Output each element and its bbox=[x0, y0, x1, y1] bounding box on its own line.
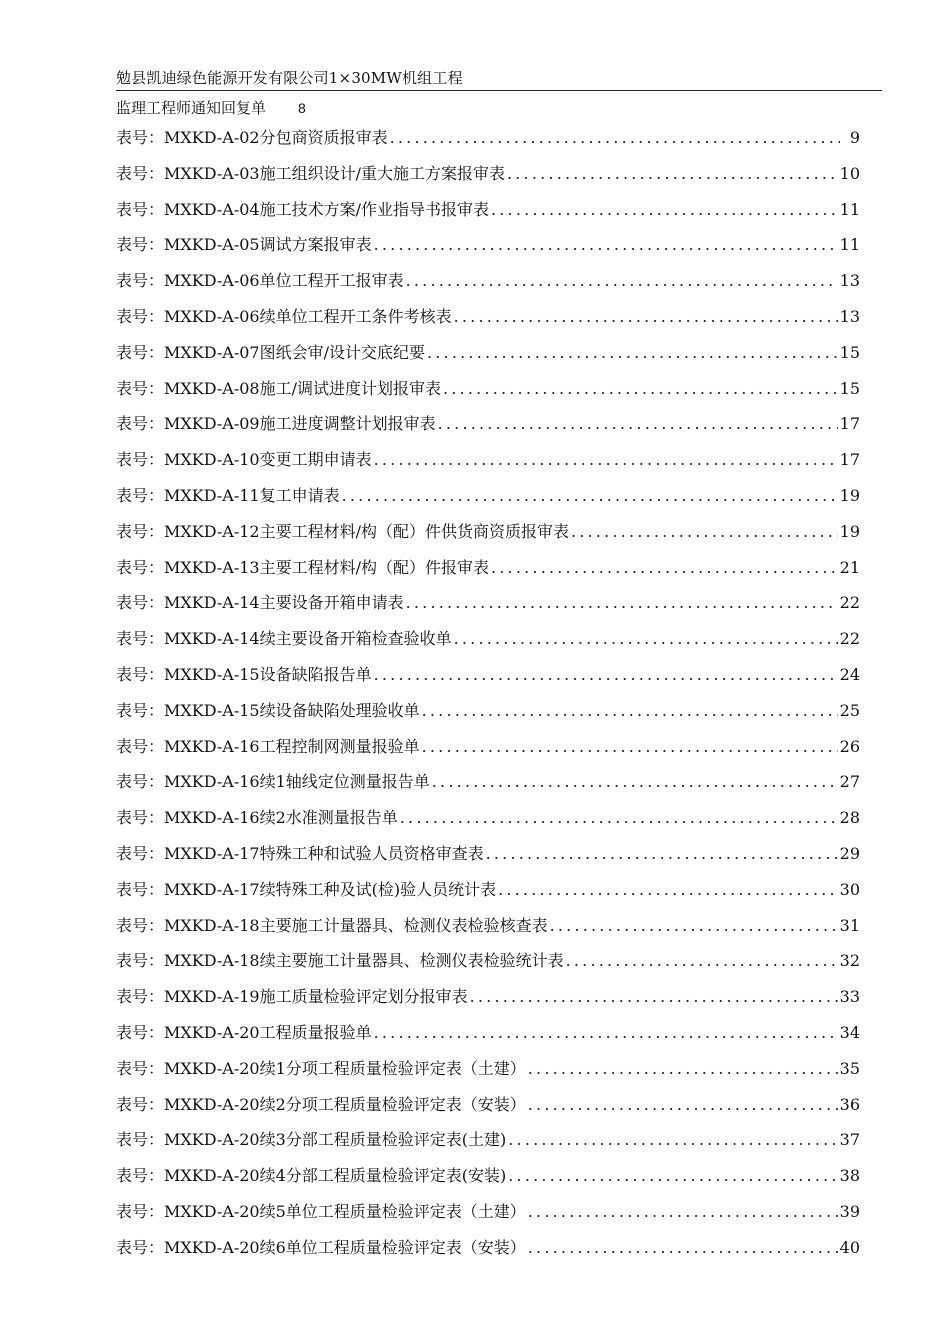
toc-entry-text: 表号：MXKD-A-20工程质量报验单 bbox=[116, 1022, 372, 1042]
toc-entry-text: 表号：MXKD-A-06单位工程开工报审表 bbox=[116, 271, 404, 291]
toc-entry-page: 8 bbox=[298, 100, 306, 116]
toc-entry-text: 表号：MXKD-A-16工程控制网测量报验单 bbox=[116, 736, 420, 756]
toc-entry-text: 表号：MXKD-A-20续5单位工程质量检验评定表（土建） bbox=[116, 1201, 526, 1221]
toc-entry[interactable] bbox=[116, 442, 860, 478]
toc-entry-text: 表号：MXKD-A-16续2水准测量报告单 bbox=[116, 808, 398, 828]
toc-entry[interactable] bbox=[116, 657, 860, 693]
toc-dot-leader bbox=[443, 371, 838, 407]
header-title: 勉县凯迪绿色能源开发有限公司1×30MW机组工程 bbox=[116, 69, 463, 87]
table-of-contents bbox=[116, 120, 860, 1266]
toc-entry-page: 32 bbox=[839, 951, 860, 971]
toc-dot-leader bbox=[528, 1051, 838, 1087]
toc-entry[interactable] bbox=[116, 943, 860, 979]
toc-entry-page: 24 bbox=[839, 664, 860, 684]
toc-dot-leader bbox=[454, 299, 838, 335]
toc-dot-leader bbox=[390, 120, 840, 156]
toc-entry[interactable] bbox=[116, 371, 860, 407]
toc-entry[interactable] bbox=[116, 263, 860, 299]
toc-entry-text: 表号：MXKD-A-16续1轴线定位测量报告单 bbox=[116, 772, 430, 792]
toc-entry-page: 33 bbox=[839, 987, 860, 1007]
toc-entry-page: 11 bbox=[839, 235, 860, 255]
toc-entry[interactable] bbox=[116, 872, 860, 908]
toc-entry-page: 28 bbox=[839, 808, 860, 828]
toc-entry-text: 表号：MXKD-A-15设备缺陷报告单 bbox=[116, 664, 372, 684]
toc-entry-text: 表号：MXKD-A-20续1分项工程质量检验评定表（土建） bbox=[116, 1058, 526, 1078]
toc-entry[interactable] bbox=[116, 764, 860, 800]
toc-entry-page: 15 bbox=[839, 378, 860, 398]
toc-dot-leader bbox=[470, 979, 838, 1015]
toc-entry-page: 19 bbox=[839, 521, 860, 541]
toc-entry-text: 表号：MXKD-A-20续4分部工程质量检验评定表(安装) bbox=[116, 1166, 507, 1186]
toc-entry-top[interactable] bbox=[116, 97, 306, 118]
toc-entry[interactable] bbox=[116, 514, 860, 550]
toc-entry[interactable] bbox=[116, 550, 860, 586]
toc-entry-page: 13 bbox=[839, 306, 860, 326]
toc-dot-leader bbox=[342, 478, 838, 514]
toc-entry[interactable] bbox=[116, 1230, 860, 1266]
toc-dot-leader bbox=[508, 1158, 837, 1194]
toc-entry[interactable] bbox=[116, 192, 860, 228]
toc-entry[interactable] bbox=[116, 1194, 860, 1230]
toc-entry[interactable] bbox=[116, 979, 860, 1015]
toc-entry-page: 9 bbox=[849, 128, 860, 147]
toc-entry-page: 13 bbox=[839, 271, 860, 291]
toc-entry[interactable] bbox=[116, 729, 860, 765]
toc-dot-leader bbox=[508, 1122, 837, 1158]
toc-entry-text: 表号：MXKD-A-20续6单位工程质量检验评定表（安装） bbox=[116, 1237, 526, 1257]
toc-entry[interactable] bbox=[116, 1051, 860, 1087]
toc-entry-text: 表号：MXKD-A-14续主要设备开箱检查验收单 bbox=[116, 629, 452, 649]
toc-entry-text: 表号：MXKD-A-19施工质量检验评定划分报审表 bbox=[116, 987, 468, 1007]
toc-entry-page: 36 bbox=[839, 1094, 860, 1114]
toc-entry-text: 表号：MXKD-A-14主要设备开箱申请表 bbox=[116, 593, 404, 613]
toc-dot-leader bbox=[422, 693, 838, 729]
toc-entry[interactable] bbox=[116, 156, 860, 192]
toc-entry-page: 22 bbox=[839, 629, 860, 649]
toc-entry[interactable] bbox=[116, 299, 860, 335]
toc-entry[interactable] bbox=[116, 478, 860, 514]
toc-entry[interactable] bbox=[116, 406, 860, 442]
toc-entry-page: 27 bbox=[839, 772, 860, 792]
toc-entry-text: 表号：MXKD-A-18主要施工计量器具、检测仪表检验核查表 bbox=[116, 915, 548, 935]
toc-entry-page: 39 bbox=[839, 1201, 860, 1221]
toc-entry-page: 19 bbox=[839, 485, 860, 505]
toc-dot-leader bbox=[528, 1194, 838, 1230]
toc-dot-leader bbox=[374, 1015, 838, 1051]
toc-entry-text: 表号：MXKD-A-13主要工程材料/构（配）件报审表 bbox=[116, 557, 489, 577]
toc-dot-leader bbox=[422, 729, 838, 765]
toc-entry-text: 表号：MXKD-A-17特殊工种和试验人员资格审查表 bbox=[116, 843, 484, 863]
toc-entry-text: 表号：MXKD-A-02分包商资质报审表 bbox=[116, 128, 388, 147]
toc-entry-page: 30 bbox=[839, 879, 860, 899]
toc-entry-text: 表号：MXKD-A-20续2分项工程质量检验评定表（安装） bbox=[116, 1094, 526, 1114]
toc-dot-leader bbox=[566, 943, 838, 979]
toc-entry[interactable] bbox=[116, 227, 860, 263]
toc-entry-page: 35 bbox=[839, 1058, 860, 1078]
toc-entry[interactable] bbox=[116, 585, 860, 621]
toc-entry[interactable] bbox=[116, 335, 860, 371]
toc-entry-text: 表号：MXKD-A-05调试方案报审表 bbox=[116, 235, 372, 255]
toc-dot-leader bbox=[406, 585, 838, 621]
toc-dot-leader bbox=[571, 514, 838, 550]
toc-dot-leader bbox=[550, 908, 838, 944]
toc-entry-page: 21 bbox=[839, 557, 860, 577]
toc-dot-leader bbox=[427, 335, 838, 371]
toc-dot-leader bbox=[498, 872, 838, 908]
toc-entry[interactable] bbox=[116, 621, 860, 657]
toc-entry-page: 37 bbox=[839, 1130, 860, 1150]
toc-entry-page: 15 bbox=[839, 342, 860, 362]
toc-dot-leader bbox=[438, 406, 838, 442]
toc-entry[interactable] bbox=[116, 120, 860, 156]
toc-entry-page: 11 bbox=[839, 199, 860, 219]
toc-entry[interactable] bbox=[116, 1087, 860, 1123]
toc-dot-leader bbox=[406, 263, 838, 299]
toc-entry-text: 表号：MXKD-A-03施工组织设计/重大施工方案报审表 bbox=[116, 163, 505, 183]
toc-entry-text: 表号：MXKD-A-08施工/调试进度计划报审表 bbox=[116, 378, 441, 398]
toc-entry-text: 监理工程师通知回复单 bbox=[116, 99, 267, 117]
toc-dot-leader bbox=[374, 227, 838, 263]
toc-entry-text: 表号：MXKD-A-12主要工程材料/构（配）件供货商资质报审表 bbox=[116, 521, 569, 541]
toc-dot-leader bbox=[491, 192, 838, 228]
toc-entry[interactable] bbox=[116, 1015, 860, 1051]
page-header bbox=[116, 64, 882, 91]
toc-dot-leader bbox=[486, 836, 838, 872]
toc-entry-text: 表号：MXKD-A-15续设备缺陷处理验收单 bbox=[116, 700, 420, 720]
toc-entry[interactable] bbox=[116, 836, 860, 872]
toc-entry-page: 31 bbox=[839, 915, 860, 935]
toc-dot-leader bbox=[491, 550, 838, 586]
toc-entry-page: 25 bbox=[839, 700, 860, 720]
toc-entry[interactable] bbox=[116, 908, 860, 944]
toc-dot-leader bbox=[507, 156, 838, 192]
toc-dot-leader bbox=[432, 764, 838, 800]
toc-entry-text: 表号：MXKD-A-10变更工期申请表 bbox=[116, 450, 372, 470]
toc-entry-text: 表号：MXKD-A-04施工技术方案/作业指导书报审表 bbox=[116, 199, 489, 219]
toc-entry-page: 22 bbox=[839, 593, 860, 613]
toc-dot-leader bbox=[528, 1230, 838, 1266]
toc-entry-text: 表号：MXKD-A-11复工申请表 bbox=[116, 485, 340, 505]
toc-dot-leader bbox=[454, 621, 838, 657]
toc-entry-text: 表号：MXKD-A-09施工进度调整计划报审表 bbox=[116, 414, 436, 434]
toc-dot-leader bbox=[400, 800, 838, 836]
toc-dot-leader bbox=[374, 657, 838, 693]
toc-entry-page: 34 bbox=[839, 1022, 860, 1042]
toc-entry-page: 29 bbox=[839, 843, 860, 863]
toc-entry-page: 10 bbox=[839, 163, 860, 183]
toc-entry-text: 表号：MXKD-A-20续3分部工程质量检验评定表(土建) bbox=[116, 1130, 507, 1150]
toc-entry-page: 17 bbox=[839, 414, 860, 434]
toc-entry-text: 表号：MXKD-A-07图纸会审/设计交底纪要 bbox=[116, 342, 425, 362]
toc-entry[interactable] bbox=[116, 1122, 860, 1158]
toc-entry-page: 26 bbox=[839, 736, 860, 756]
toc-entry[interactable] bbox=[116, 800, 860, 836]
toc-entry-page: 17 bbox=[839, 450, 860, 470]
toc-entry[interactable] bbox=[116, 1158, 860, 1194]
toc-dot-leader bbox=[528, 1087, 838, 1123]
toc-dot-leader bbox=[374, 442, 838, 478]
toc-entry-text: 表号：MXKD-A-17续特殊工种及试(检)验人员统计表 bbox=[116, 879, 497, 899]
toc-entry-page: 40 bbox=[839, 1237, 860, 1257]
toc-entry-text: 表号：MXKD-A-06续单位工程开工条件考核表 bbox=[116, 306, 452, 326]
toc-entry-text: 表号：MXKD-A-18续主要施工计量器具、检测仪表检验统计表 bbox=[116, 951, 564, 971]
toc-entry-page: 38 bbox=[839, 1166, 860, 1186]
toc-entry[interactable] bbox=[116, 693, 860, 729]
